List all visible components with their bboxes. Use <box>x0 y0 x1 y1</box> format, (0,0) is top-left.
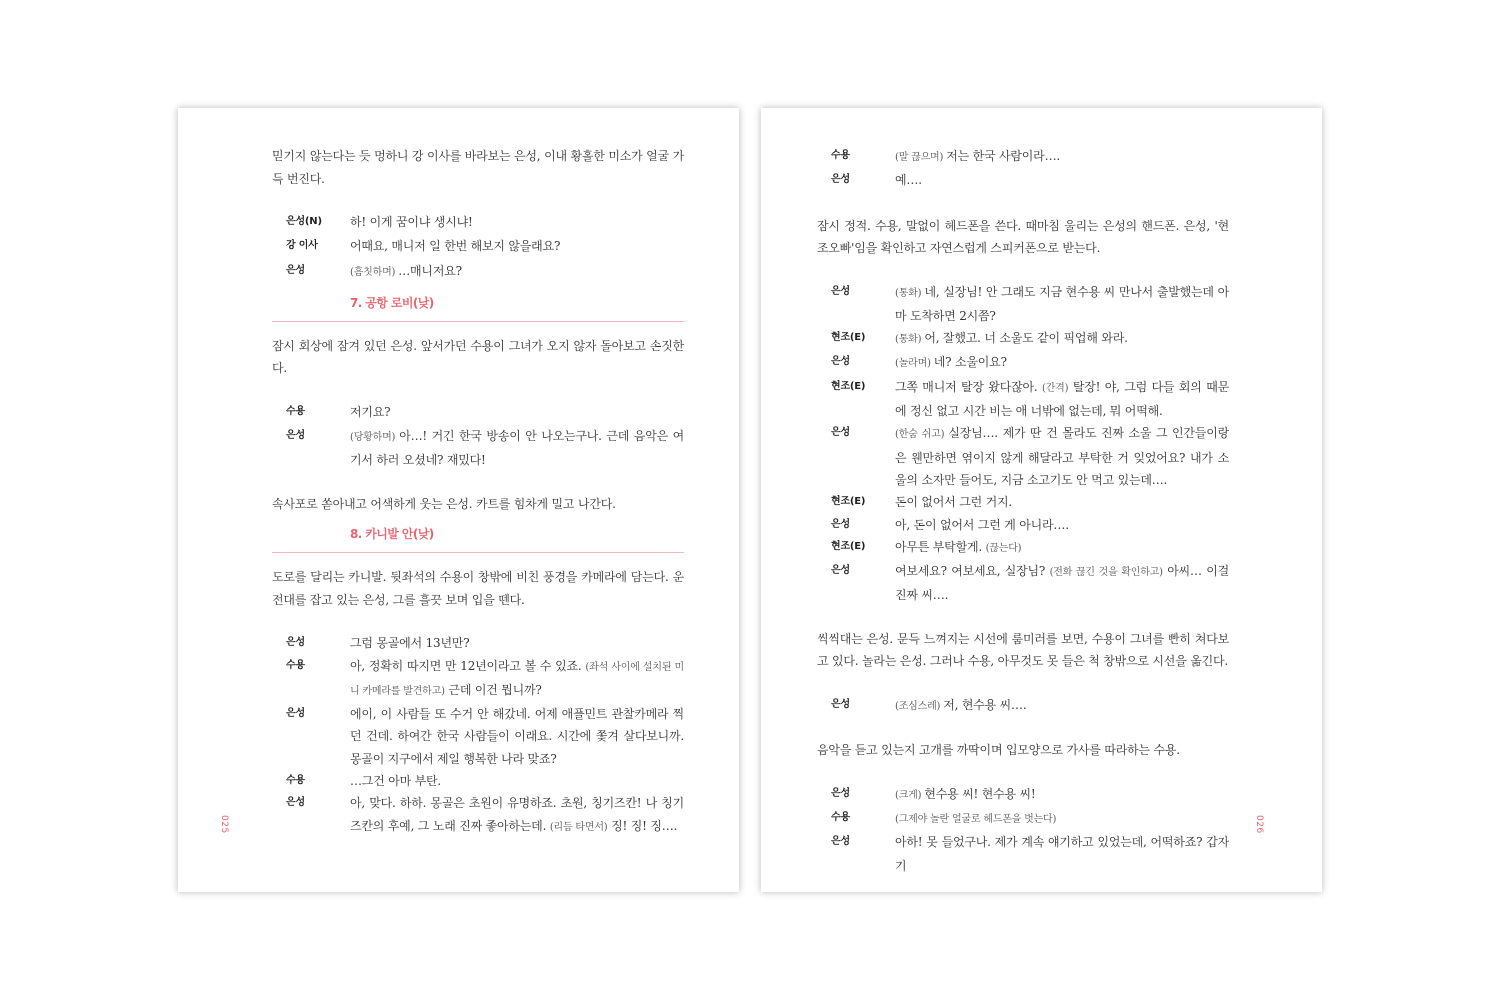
dialogue-line <box>272 770 684 792</box>
dialogue-line <box>817 376 1229 423</box>
paragraph-2: 씩씩대는 은성. 문득 느껴지는 시선에 룸미러를 보면, 수용이 그녀를 빤히 쳐다보고 있다. 놀라는 은성. 그러나 수용, 아무것도 못 들은 척 창밖으로 시선을 옮긴다. <box>817 631 1229 669</box>
speech-text: 어때요, 매니저 일 한번 해보지 않을래요? <box>350 239 561 254</box>
speech-text: (그제야 놀란 얼굴로 헤드폰을 벗는다) <box>895 813 1057 825</box>
dialogue-line <box>272 260 684 284</box>
page-number: 025 <box>219 815 229 834</box>
speaker-name: 수용 <box>831 811 850 823</box>
scene-7-paragraph: 잠시 회상에 잠겨 있던 은성. 앞서가던 수용이 그녀가 오지 않자 돌아보고 손짓한다. <box>272 338 684 376</box>
speech-text: (말 끊으며) 저는 한국 사람이라…. <box>895 149 1060 163</box>
speaker-name: 현조(E) <box>831 332 866 344</box>
speaker-name: 현조(E) <box>831 380 866 392</box>
speech-text: 저기요? <box>350 404 391 419</box>
dialogue-line <box>272 703 684 770</box>
dialogue-line <box>817 351 1229 375</box>
dialogue-line <box>817 694 1229 718</box>
speaker-name: 은성 <box>831 836 850 848</box>
speech-text: 그럼 몽골에서 13년만? <box>350 636 470 651</box>
left-page-content <box>272 145 684 839</box>
speaker-name: 은성 <box>831 285 850 297</box>
dialogue-line <box>272 401 684 425</box>
dialogue-line <box>817 807 1229 831</box>
scene-title: 7. 공항 로비(낮) <box>350 295 434 310</box>
speech-text: (크게) 현수용 씨! 현수용 씨! <box>895 786 1036 801</box>
speech-text: 하! 이게 꿈이냐 생시냐! <box>350 215 473 229</box>
dialogue-line <box>272 425 684 472</box>
speaker-name: 은성 <box>286 430 305 442</box>
speaker-name: 은성 <box>286 708 305 720</box>
dialogue-block-1 <box>272 211 684 284</box>
dialogue-block-2 <box>817 281 1229 607</box>
dialogue-line <box>272 211 684 235</box>
dialogue-line <box>817 169 1229 193</box>
speech-text: 예…. <box>895 173 922 188</box>
dialogue-line <box>817 560 1229 607</box>
speech-text: (당황하며) 아…! 거긴 한국 방송이 안 나오는구나. 근데 음악은 여기서 하러 오셨네? 재밌다! <box>350 429 684 468</box>
speech-text: 그쪽 매니저 탈장 왔다잖아. (간격) 탈장! 야, 그럼 다들 회의 때문에 정신 없고 시간 비는 애 너밖에 없는데, 뭐 어떡해. <box>895 379 1229 419</box>
dialogue-line <box>817 327 1229 351</box>
speech-text: 여보세요? 여보세요, 실장님? (전화 끊긴 것을 확인하고) 아씨… 이걸 진짜 씨…. <box>895 564 1229 603</box>
speech-text: (조심스레) 저, 현수용 씨…. <box>895 697 1027 712</box>
dialogue-line <box>817 831 1229 878</box>
speaker-name: 은성 <box>831 787 850 799</box>
scene-heading-8 <box>272 515 684 553</box>
speech-text: 아, 정확히 따지면 만 12년이라고 볼 수 있죠. (좌석 사이에 설치된 미니 카메라를 발견하고) 근데 이건 뭡니까? <box>350 658 684 697</box>
speaker-name: 수용 <box>286 659 305 671</box>
scene-divider <box>272 321 684 322</box>
speaker-name: 은성 <box>831 356 850 368</box>
dialogue-block-1 <box>817 145 1229 194</box>
speaker-name: 은성 <box>831 427 850 439</box>
dialogue-line <box>817 536 1229 560</box>
speaker-name: 수용 <box>286 405 305 417</box>
paragraph-1: 잠시 정적. 수용, 말없이 헤드폰을 쓴다. 때마침 울리는 은성의 핸드폰. 은성, '현조오빠'임을 확인하고 자연스럽게 스피커폰으로 받는다. <box>817 218 1229 256</box>
dialogue-line <box>272 792 684 839</box>
speech-text: 돈이 없어서 그런 거지. <box>895 495 1012 510</box>
speech-text: (흠칫하며) …매니저요? <box>350 263 462 278</box>
intro-paragraph: 믿기지 않는다는 듯 멍하니 강 이사를 바라보는 은성, 이내 황홀한 미소가 얼굴 가득 번진다. <box>272 149 684 186</box>
dialogue-line <box>817 281 1229 328</box>
scene-8-paragraph: 도로를 달리는 카니발. 뒷좌석의 수용이 창밖에 비친 풍경을 카메라에 담는다. 운전대를 잡고 있는 은성, 그를 흘끗 보며 입을 뗀다. <box>272 570 684 607</box>
speaker-name: 현조(E) <box>831 496 866 508</box>
speech-text: 아하! 못 들었구나. 제가 계속 얘기하고 있었는데, 어떡하죠? 갑자기 <box>895 835 1229 874</box>
speaker-name: 은성 <box>831 698 850 710</box>
page-number: 026 <box>1254 815 1264 834</box>
speech-text: 에이, 이 사람들 또 수거 안 해갔네. 어제 애플민트 관찰카메라 찍던 건데. 하여간 한국 사람들이 이래요. 시간에 쫓겨 살다보니까. 몽골이 지구에서 제일 행복한 나라 맞죠? <box>350 707 684 766</box>
speech-text: …그건 아마 부탄. <box>350 774 441 789</box>
dialogue-line <box>272 632 684 654</box>
speaker-name: 은성 <box>286 264 305 276</box>
after-paragraph: 속사포로 쏟아내고 어색하게 웃는 은성. 카트를 힘차게 밀고 나간다. <box>272 496 616 511</box>
speaker-name: 은성(N) <box>286 216 322 227</box>
speech-text: (통화) 네, 실장님! 안 그래도 지금 현수용 씨 만나서 출발했는데 아마 도착하면 2시쯤? <box>895 284 1229 323</box>
scene-divider <box>272 552 684 553</box>
paragraph-3: 음악을 듣고 있는지 고개를 까딱이며 입모양으로 가사를 따라하는 수용. <box>817 743 1180 758</box>
scene-heading-7 <box>272 284 684 322</box>
right-page <box>761 108 1322 892</box>
scene-title: 8. 카니발 안(낮) <box>350 527 434 542</box>
speech-text: (놀라며) 네? 소울이요? <box>895 355 1007 370</box>
dialogue-line <box>817 514 1229 536</box>
speaker-name: 은성 <box>831 518 850 530</box>
dialogue-line <box>272 655 684 704</box>
speaker-name: 강 이사 <box>286 240 318 252</box>
dialogue-line <box>817 783 1229 807</box>
speech-text: (한숨 쉬고) 실장님…. 제가 딴 건 몰라도 진짜 소울 그 인간들이랑은 웬만하면 엮이지 않게 해달라고 부탁한 거 잊었어요? 내가 소울의 소자만 들어도, 지금 소고기도 안 먹고 있는데…. <box>895 426 1229 487</box>
speaker-name: 수용 <box>831 150 850 161</box>
dialogue-line <box>272 235 684 259</box>
left-page <box>178 108 739 892</box>
dialogue-block-2 <box>272 401 684 472</box>
dialogue-block-3 <box>817 694 1229 718</box>
speaker-name: 은성 <box>286 797 305 809</box>
dialogue-block-3 <box>272 632 684 839</box>
speaker-name: 현조(E) <box>831 540 866 552</box>
speech-text: 아무튼 부탁할게. (끊는다) <box>895 539 1022 554</box>
dialogue-line <box>817 145 1229 169</box>
speech-text: (통화) 어, 잘했고. 너 소울도 같이 픽업해 와라. <box>895 331 1128 346</box>
speech-text: 아, 맞다. 하하. 몽골은 초원이 유명하죠. 초원, 칭기즈칸! 나 칭기즈칸의 후예, 그 노래 진짜 좋아하는데. (리듬 타면서) 징! 징! 징…. <box>350 796 684 833</box>
dialogue-line <box>817 422 1229 491</box>
right-page-content <box>817 145 1229 878</box>
dialogue-line <box>817 491 1229 513</box>
dialogue-block-4 <box>817 783 1229 878</box>
speaker-name: 은성 <box>831 174 850 186</box>
speech-text: 아, 돈이 없어서 그런 게 아니라…. <box>895 517 1069 532</box>
speaker-name: 수용 <box>286 775 305 787</box>
speaker-name: 은성 <box>831 565 850 577</box>
speaker-name: 은성 <box>286 637 305 649</box>
